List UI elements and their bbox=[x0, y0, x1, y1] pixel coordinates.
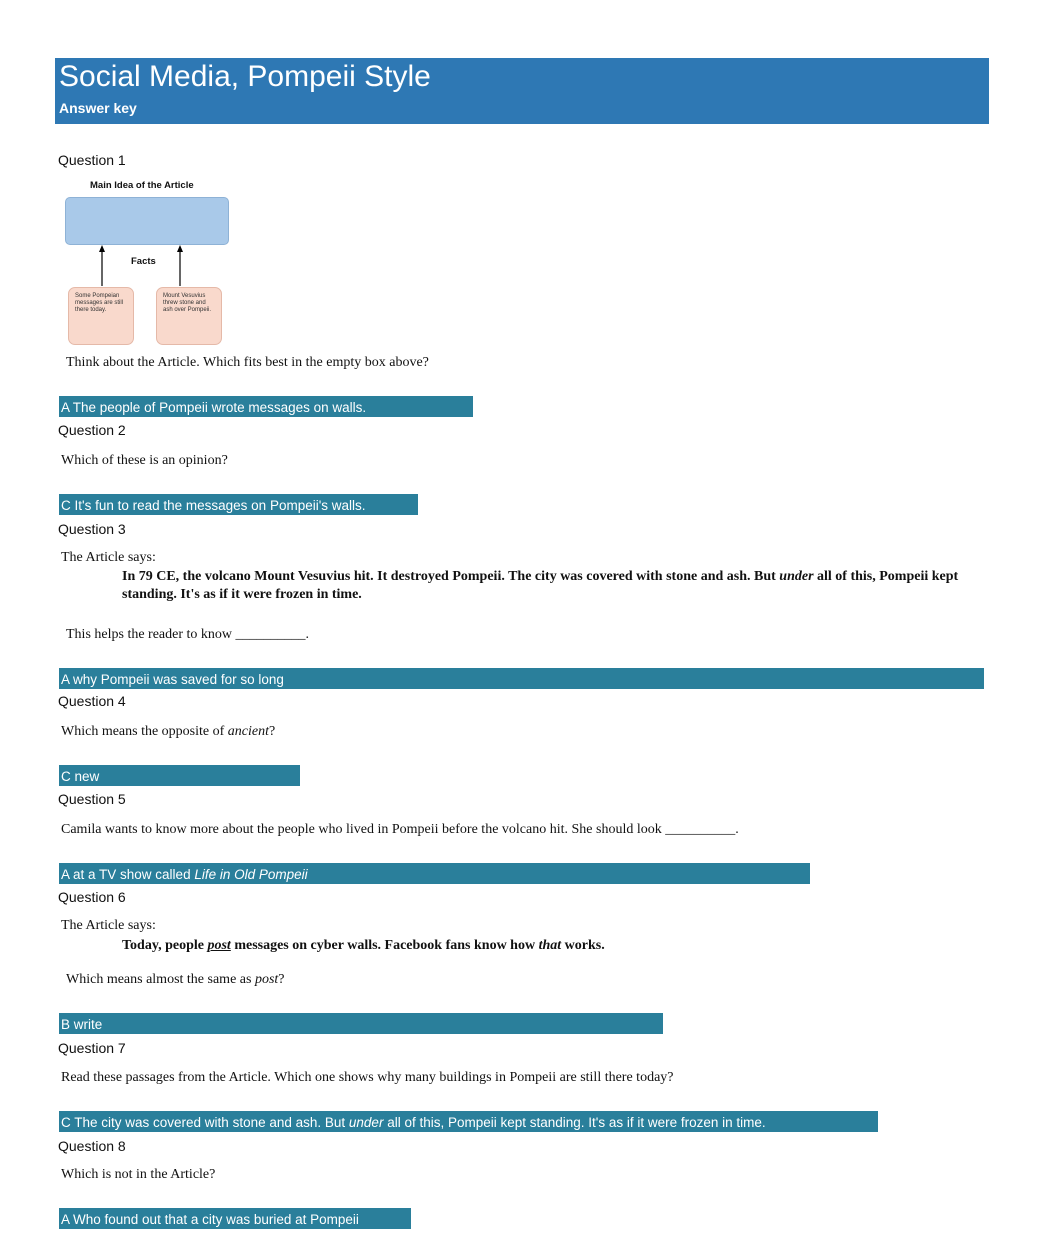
question-7-answer bbox=[59, 1111, 878, 1132]
quote-text: In 79 CE, the volcano Mount Vesuvius hit. It destroyed Pompeii. The city was covered with stone and ash. But bbox=[122, 569, 780, 584]
question-1-prompt: Think about the Article. Which fits best in the empty box above? bbox=[66, 355, 429, 370]
question-4-prompt bbox=[61, 724, 275, 740]
question-1-label: Question 1 bbox=[58, 152, 126, 168]
question-4-answer: C new bbox=[59, 765, 300, 786]
answer-text: A at a TV show called bbox=[61, 867, 195, 882]
question-5-answer bbox=[59, 863, 810, 884]
answer-emphasis: under bbox=[348, 1115, 384, 1130]
prompt-text: Which means almost the same as bbox=[66, 972, 255, 987]
question-3-answer: A why Pompeii was saved for so long bbox=[59, 668, 984, 689]
question-5-prompt: Camila wants to know more about the people who lived in Pompeii before the volcano hit. She should look __________. bbox=[61, 822, 739, 837]
quote-text: Today, people bbox=[122, 938, 208, 953]
question-8-prompt: Which is not in the Article? bbox=[61, 1167, 216, 1182]
quote-emphasis: that bbox=[538, 938, 562, 953]
question-7-label: Question 7 bbox=[58, 1040, 126, 1056]
question-8-answer: A Who found out that a city was buried at Pompeii bbox=[59, 1208, 411, 1229]
quote-text: all of this, Pompeii kept standing. It's as if it were frozen in time. bbox=[122, 569, 959, 602]
question-6-quote bbox=[122, 937, 972, 955]
arrow-up-icon bbox=[168, 244, 192, 286]
prompt-emphasis: ancient bbox=[227, 724, 270, 739]
quote-emphasis: post bbox=[207, 938, 231, 953]
fact-box-left: Some Pompeian messages are still there today. bbox=[68, 287, 134, 345]
answer-text: C The city was covered with stone and ash. But bbox=[61, 1115, 349, 1130]
arrow-up-icon bbox=[90, 244, 114, 286]
main-idea-empty-box bbox=[65, 197, 229, 245]
quote-text: works. bbox=[561, 938, 605, 953]
answer-emphasis: Life in Old Pompeii bbox=[194, 867, 308, 882]
question-6-label: Question 6 bbox=[58, 889, 126, 905]
question-6-answer: B write bbox=[59, 1013, 663, 1034]
page-subtitle: Answer key bbox=[59, 100, 137, 116]
question-3-quote bbox=[122, 568, 972, 604]
question-3-label: Question 3 bbox=[58, 521, 126, 537]
question-3-intro: The Article says: bbox=[61, 550, 156, 565]
prompt-text: Which means the opposite of bbox=[61, 724, 228, 739]
question-8-label: Question 8 bbox=[58, 1138, 126, 1154]
quote-emphasis: under bbox=[779, 569, 814, 584]
fact-box-right: Mount Vesuvius threw stone and ash over Pompeii. bbox=[156, 287, 222, 345]
question-7-prompt: Read these passages from the Article. Which one shows why many buildings in Pompeii are still there today? bbox=[61, 1070, 674, 1085]
question-5-label: Question 5 bbox=[58, 791, 126, 807]
answer-text: all of this, Pompeii kept standing. It's as if it were frozen in time. bbox=[383, 1115, 766, 1130]
question-6-prompt bbox=[66, 972, 285, 988]
question-2-answer: C It's fun to read the messages on Pompeii's walls. bbox=[59, 494, 418, 515]
prompt-text: ? bbox=[278, 972, 285, 987]
prompt-text: ? bbox=[269, 724, 276, 739]
page-header bbox=[55, 58, 989, 124]
question-3-prompt: This helps the reader to know __________. bbox=[66, 627, 310, 642]
page-title: Social Media, Pompeii Style bbox=[59, 60, 431, 93]
question-4-label: Question 4 bbox=[58, 693, 126, 709]
question-2-label: Question 2 bbox=[58, 422, 126, 438]
prompt-emphasis: post bbox=[254, 972, 279, 987]
quote-text: messages on cyber walls. Facebook fans know how bbox=[230, 938, 539, 953]
question-6-intro: The Article says: bbox=[61, 918, 156, 933]
diagram-title: Main Idea of the Article bbox=[90, 180, 194, 191]
question-2-prompt: Which of these is an opinion? bbox=[61, 453, 228, 468]
question-1-answer: A The people of Pompeii wrote messages on walls. bbox=[59, 396, 473, 417]
diagram-facts-label: Facts bbox=[131, 256, 156, 267]
